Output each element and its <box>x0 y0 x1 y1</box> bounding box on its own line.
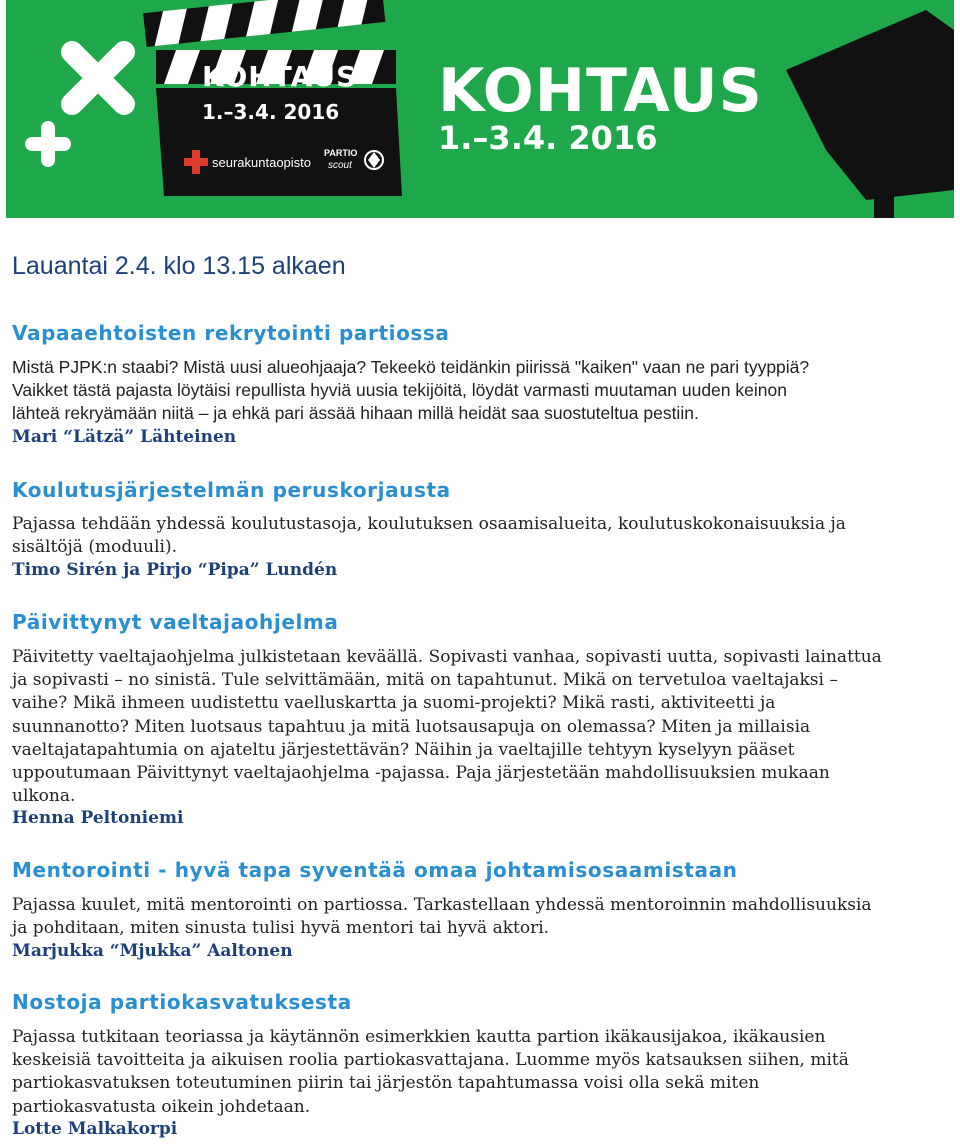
description-line: ja pohditaan, miten sinusta tulisi hyvä mentori tai hyvä aktori. <box>12 918 550 939</box>
sponsor-seurakuntaopisto: seurakuntaopisto <box>212 155 312 170</box>
description-line: keskeisiä tavoitteita ja aikuisen roolia partiokasvattajana. Luomme myös katsauksen siihen, mitä <box>12 1050 849 1071</box>
description-line: Vaikket tästä pajasta löytäisi repullista hyviä uusia tekijöitä, löydät varmasti muutaman uuden keinon <box>12 380 787 401</box>
session-description <box>12 894 952 940</box>
banner-main-title: KOHTAUS <box>438 56 763 126</box>
description-line: uppoutumaan Päivittynyt vaeltajaohjelma -pajassa. Paja järjestetään mahdollisuuksien mukaan <box>12 763 830 784</box>
description-line: Pajassa kuulet, mitä mentorointi on partiossa. Tarkastellaan yhdessä mentoroinnin mahdollisuuksia <box>12 895 872 915</box>
session-description <box>12 646 952 808</box>
session-author: Marjukka “Mjukka” Aaltonen <box>12 941 293 961</box>
session-title: Vapaaehtoisten rekrytointi partiossa <box>12 321 450 345</box>
description-line: Mistä PJPK:n staabi? Mistä uusi alueohjaaja? Tekeekö teidänkin piirissä "kaiken" vaan ne pari tyyppiä? <box>12 357 810 377</box>
clapperboard-title: KOHTAUS <box>202 60 358 93</box>
session-description <box>12 1026 952 1119</box>
day-heading: Lauantai 2.4. klo 13.15 alkaen <box>12 252 346 280</box>
description-line: partiokasvatusta oikein johdetaan. <box>12 1096 311 1117</box>
session-author: Lotte Malkakorpi <box>12 1119 178 1139</box>
description-line: ulkona. <box>12 786 76 807</box>
x-mark-icon <box>72 52 124 104</box>
plus-mark-icon <box>32 128 64 160</box>
session-title: Koulutusjärjestelmän peruskorjausta <box>12 478 451 502</box>
sponsor-partio-line1: PARTIO <box>324 148 358 158</box>
description-line: sisältöjä (moduuli). <box>12 537 178 558</box>
description-line: partiokasvatuksen toteutuminen piirin tai järjestön tapahtumassa voisi olla sekä miten <box>12 1073 760 1094</box>
session-description <box>12 356 952 426</box>
description-line: ja sopivasti – no sinistä. Tule selvittämään, mitä on tapahtunut. Mikä on tervetuloa vaeltajaksi – <box>12 670 838 691</box>
banner-main-date: 1.–3.4. 2016 <box>438 119 658 157</box>
description-line: suunnanotto? Miten luotsaus tapahtuu ja mitä luotsausapuja on olemassa? Miten ja millaisia <box>12 716 811 737</box>
description-line: vaeltajatapahtumia on ajateltu järjestettävän? Näihin ja vaeltajille tehtyyn kyselyyn pääset <box>12 739 795 760</box>
stage-light-icon <box>786 10 954 218</box>
description-line: Pajassa tutkitaan teoriassa ja käytännön esimerkkien kautta partion ikäkausijakoa, ikäkausien <box>12 1027 826 1047</box>
description-line: vaihe? Mikä ihmeen uudistettu vaelluskartta ja suomi-projekti? Mikä rasti, aktiviteetti ja <box>12 693 776 714</box>
session-author: Henna Peltoniemi <box>12 808 184 828</box>
description-line: Pajassa tehdään yhdessä koulutustasoja, koulutuksen osaamisalueita, koulutuskokonaisuuksia ja <box>12 514 846 534</box>
session-title: Mentorointi - hyvä tapa syventää omaa johtamisosaamistaan <box>12 858 738 882</box>
session-author: Timo Sirén ja Pirjo “Pipa” Lundén <box>12 560 338 580</box>
session-author: Mari “Lätzä” Lähteinen <box>12 427 237 447</box>
clapperboard-date: 1.–3.4. 2016 <box>202 100 340 124</box>
session-description <box>12 513 952 559</box>
session-title: Päivittynyt vaeltajaohjelma <box>12 610 339 634</box>
description-line: Päivitetty vaeltajaohjelma julkistetaan keväällä. Sopivasti vanhaa, sopivasti uutta, sopivasti lainattua <box>12 647 882 667</box>
session-title: Nostoja partiokasvatuksesta <box>12 990 352 1014</box>
event-banner <box>6 0 954 218</box>
description-line: lähteä rekryämään niitä – ja ehkä pari ässää hihaan millä heidät saa suostuteltua pestiin. <box>12 403 699 424</box>
sponsor-partio-line2: scout <box>328 160 352 171</box>
